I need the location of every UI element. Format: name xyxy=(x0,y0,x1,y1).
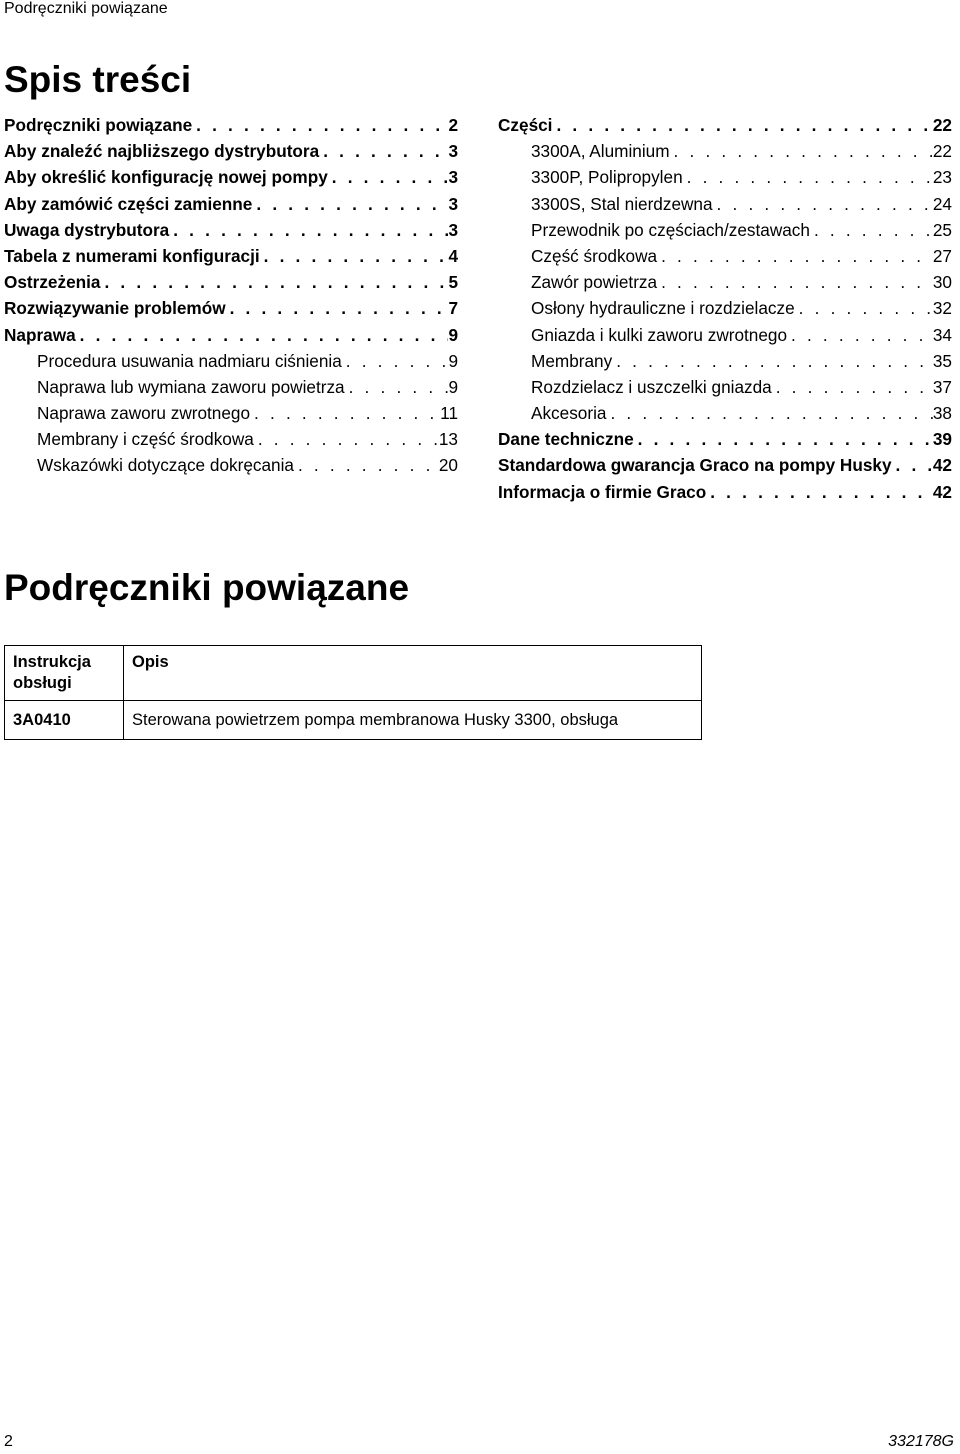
toc-dot-leader xyxy=(342,348,449,374)
toc-entry-page: 34 xyxy=(932,324,952,345)
toc-entry-page: 32 xyxy=(932,298,952,319)
toc-dot-leader xyxy=(706,479,933,505)
toc-dot-leader xyxy=(252,191,448,217)
toc-entry[interactable] xyxy=(498,426,952,452)
toc-left-column xyxy=(4,112,458,479)
toc-entry[interactable] xyxy=(4,112,458,138)
toc-entry-page: 27 xyxy=(932,245,952,266)
toc-entry-page: 22 xyxy=(932,115,952,135)
running-header: Podręczniki powiązane xyxy=(4,0,168,17)
toc-dot-leader xyxy=(787,322,933,348)
toc-entry-label: Rozdzielacz i uszczelki gniazda xyxy=(531,376,772,397)
toc-entry-label: Standardowa gwarancja Graco na pompy Husky xyxy=(498,455,892,476)
toc-entry-page: 11 xyxy=(440,403,458,424)
toc-dot-leader xyxy=(606,400,932,426)
toc-entry-page: 9 xyxy=(448,324,458,345)
toc-entry[interactable] xyxy=(498,269,952,295)
document-code: 332178G xyxy=(888,1433,954,1450)
toc-dot-leader xyxy=(634,426,933,452)
toc-entry-label: Podręczniki powiązane xyxy=(4,115,193,135)
toc-entry-label: Membrany xyxy=(531,350,613,371)
toc-entry-label: Aby znaleźć najbliższego dystrybutora xyxy=(4,141,320,162)
toc-dot-leader xyxy=(810,217,933,243)
toc-entry-label: Aby zamówić części zamienne xyxy=(4,193,253,214)
toc-dot-leader xyxy=(169,217,448,243)
toc-entry-label: Uwaga dystrybutora xyxy=(4,219,170,240)
toc-entry-page: 39 xyxy=(932,429,952,450)
toc-entry-page: 37 xyxy=(932,376,952,397)
toc-dot-leader xyxy=(260,243,449,269)
toc-entry[interactable] xyxy=(4,138,458,164)
toc-entry-label: Membrany i część środkowa xyxy=(37,429,254,450)
toc-entry[interactable] xyxy=(498,243,952,269)
toc-entry-label: 3300P, Polipropylen xyxy=(531,167,683,188)
toc-entry-label: Gniazda i kulki zaworu zwrotnego xyxy=(531,324,788,345)
toc-entry-label: Przewodnik po częściach/zestawach xyxy=(531,219,810,240)
toc-entry[interactable] xyxy=(4,269,458,295)
column-header-description: Opis xyxy=(124,646,702,701)
toc-entry-page: 9 xyxy=(448,350,458,371)
toc-dot-leader xyxy=(100,269,448,295)
toc-entry-page: 25 xyxy=(932,219,952,240)
toc-entry[interactable] xyxy=(498,452,952,478)
toc-entry-label: Ostrzeżenia xyxy=(4,272,101,293)
toc-entry-label: Rozwiązywanie problemów xyxy=(4,298,226,319)
toc-entry[interactable] xyxy=(498,138,952,164)
toc-dot-leader xyxy=(254,426,439,452)
toc-dot-leader xyxy=(683,164,933,190)
toc-entry[interactable] xyxy=(4,452,458,478)
toc-entry[interactable] xyxy=(4,426,458,452)
toc-entry[interactable] xyxy=(498,400,952,426)
toc-entry[interactable] xyxy=(4,322,458,348)
toc-dot-leader xyxy=(657,269,933,295)
toc-entry-label: Naprawa lub wymiana zaworu powietrza xyxy=(37,376,345,397)
toc-dot-leader xyxy=(713,191,933,217)
toc-entry-label: Tabela z numerami konfiguracji xyxy=(4,245,260,266)
toc-entry[interactable] xyxy=(4,191,458,217)
toc-entry-label: Osłony hydrauliczne i rozdzielacze xyxy=(531,298,795,319)
toc-entry-page: 35 xyxy=(932,350,952,371)
toc-entry[interactable] xyxy=(498,322,952,348)
page-number: 2 xyxy=(4,1433,13,1450)
toc-entry-page: 30 xyxy=(932,272,952,293)
toc-entry[interactable] xyxy=(498,348,952,374)
toc-entry-page: 20 xyxy=(438,455,458,476)
toc-dot-leader xyxy=(552,112,932,138)
toc-entry[interactable] xyxy=(4,217,458,243)
toc-entry-page: 2 xyxy=(448,115,458,135)
toc-entry-label: Zawór powietrza xyxy=(531,272,658,293)
toc-entry-label: 3300S, Stal nierdzewna xyxy=(531,193,713,214)
toc-entry-page: 5 xyxy=(448,272,458,293)
toc-dot-leader xyxy=(226,295,449,321)
toc-entry[interactable] xyxy=(4,400,458,426)
toc-entry-page: 3 xyxy=(448,193,458,214)
toc-entry-page: 13 xyxy=(438,429,458,450)
toc-dot-leader xyxy=(670,138,933,164)
toc-entry-page: 23 xyxy=(932,167,952,188)
toc-entry[interactable] xyxy=(4,348,458,374)
toc-entry-label: Naprawa xyxy=(4,324,76,345)
toc-entry[interactable] xyxy=(498,295,952,321)
toc-entry-page: 22 xyxy=(932,141,952,162)
toc-entry-page: 38 xyxy=(932,403,952,424)
toc-dot-leader xyxy=(772,374,933,400)
toc-entry[interactable] xyxy=(498,217,952,243)
toc-entry-label: Część środkowa xyxy=(531,245,658,266)
toc-entry-page: 4 xyxy=(448,245,458,266)
toc-entry[interactable] xyxy=(4,164,458,190)
toc-entry-label: Procedura usuwania nadmiaru ciśnienia xyxy=(37,350,342,371)
toc-entry-label: Aby określić konfigurację nowej pompy xyxy=(4,167,328,188)
toc-entry-page: 24 xyxy=(932,193,952,214)
toc-entry-label: Wskazówki dotyczące dokręcania xyxy=(37,455,294,476)
toc-dot-leader xyxy=(612,348,933,374)
toc-dot-leader xyxy=(892,452,933,478)
toc-entry[interactable] xyxy=(4,374,458,400)
toc-entry-page: 7 xyxy=(448,298,458,319)
toc-dot-leader xyxy=(345,374,449,400)
toc-dot-leader xyxy=(192,112,448,138)
toc-dot-leader xyxy=(294,452,439,478)
toc-right-column xyxy=(498,112,952,505)
column-header-manual: Instrukcja obsługi xyxy=(5,646,124,701)
toc-entry-label: Części xyxy=(498,115,553,135)
table-row xyxy=(5,701,702,740)
toc-entry-page: 9 xyxy=(448,376,458,397)
toc-entry[interactable] xyxy=(498,112,952,138)
table-header-row xyxy=(5,646,702,701)
manual-number: 3A0410 xyxy=(5,701,124,740)
related-manuals-title: Podręczniki powiązane xyxy=(4,567,410,608)
toc-entry-label: Akcesoria xyxy=(531,403,607,424)
toc-dot-leader xyxy=(76,322,449,348)
toc-entry-label: Dane techniczne xyxy=(498,429,634,450)
toc-entry-label: Naprawa zaworu zwrotnego xyxy=(37,403,251,424)
toc-title: Spis treści xyxy=(4,59,192,100)
toc-dot-leader xyxy=(657,243,933,269)
toc-entry[interactable] xyxy=(4,295,458,321)
toc-entry[interactable] xyxy=(498,374,952,400)
toc-dot-leader xyxy=(319,138,448,164)
toc-dot-leader xyxy=(250,400,440,426)
related-manuals-table xyxy=(4,645,702,740)
toc-entry-label: Informacja o firmie Graco xyxy=(498,481,707,502)
toc-entry-label: 3300A, Aluminium xyxy=(531,141,670,162)
toc-entry-page: 42 xyxy=(932,481,952,502)
toc-entry-page: 3 xyxy=(448,141,458,162)
toc-dot-leader xyxy=(328,164,449,190)
toc-entry[interactable] xyxy=(4,243,458,269)
toc-entry-page: 42 xyxy=(932,455,952,476)
manual-description: Sterowana powietrzem pompa membranowa Husky 3300, obsługa xyxy=(124,701,702,740)
toc-entry[interactable] xyxy=(498,164,952,190)
toc-entry-page: 3 xyxy=(448,219,458,240)
toc-dot-leader xyxy=(795,295,933,321)
toc-entry-page: 3 xyxy=(448,167,458,188)
toc-entry[interactable] xyxy=(498,191,952,217)
toc-entry[interactable] xyxy=(498,479,952,505)
